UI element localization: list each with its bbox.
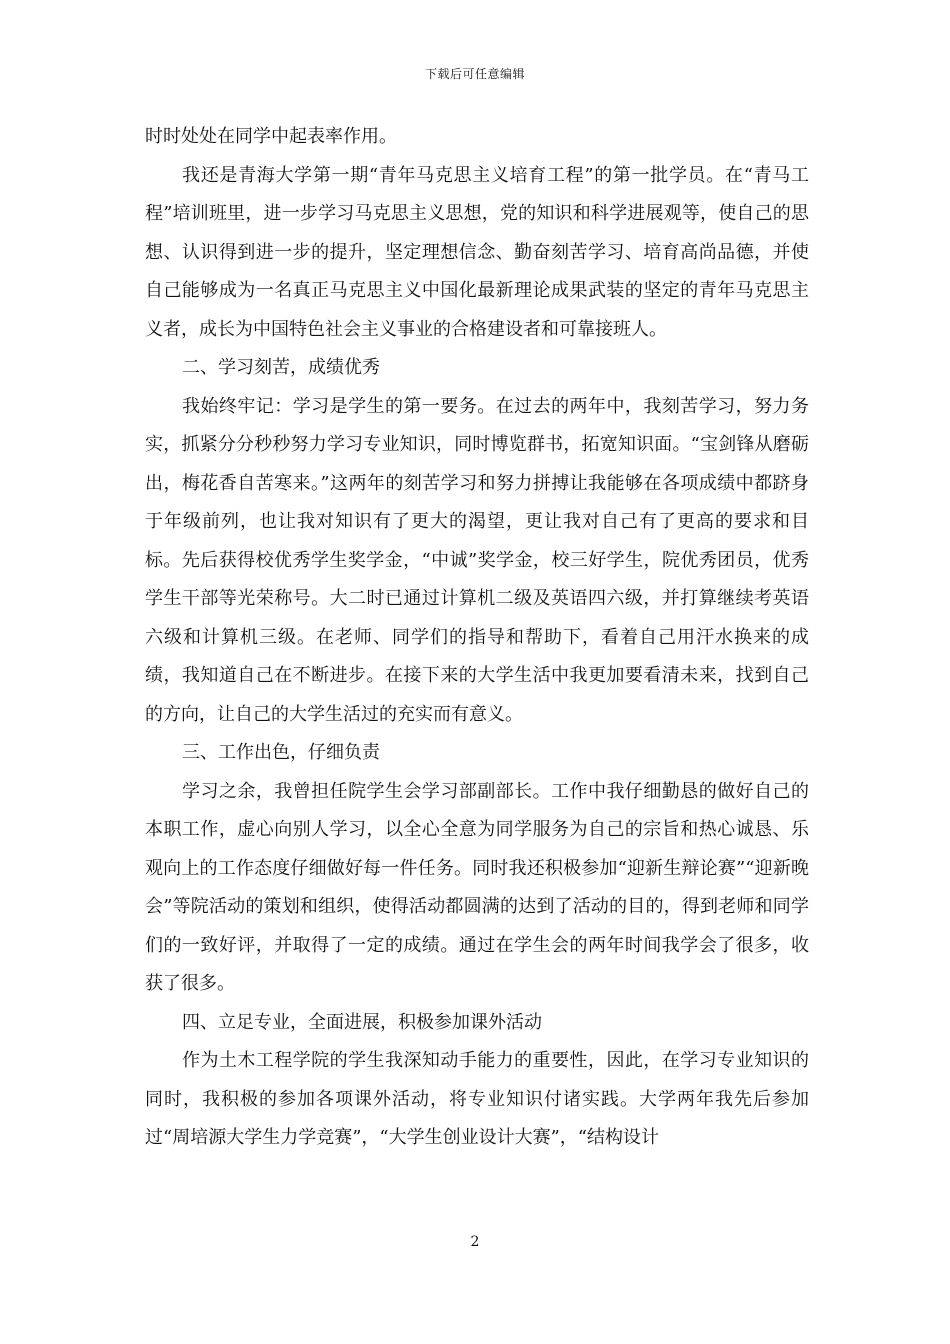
section-heading-study: 二、学习刻苦，成绩优秀: [182, 357, 380, 378]
document-body: [145, 118, 809, 1158]
section-heading-work: 三、工作出色，仔细负责: [182, 742, 380, 763]
paragraph-activities: 作为土木工程学院的学生我深知动手能力的重要性，因此，在学习专业知识的同时，我积极的参加各项课外活动，将专业知识付诸实践。大学两年我先后参加过“周培源大学生力学竞赛”，“大学生创业设计大赛”，“结构设计: [145, 1050, 809, 1148]
paragraph-study: 我始终牢记：学习是学生的第一要务。在过去的两年中，我刻苦学习，努力务实，抓紧分分秒秒努力学习专业知识，同时博览群书，拓宽知识面。“宝剑锋从磨砺出，梅花香自苦寒来。”这两年的刻苦学习和努力拼搏让我能够在各项成绩中都跻身于年级前列，也让我对知识有了更大的渴望，更让我对自己有了更高的要求和目标。先后获得校优秀学生奖学金，“中诚”奖学金，校三好学生，院优秀团员，优秀学生干部等光荣称号。大二时已通过计算机二级及英语四六级，并打算继续考英语六级和计算机三级。在老师、同学们的指导和帮助下，看着自己用汗水换来的成绩，我知道自己在不断进步。在接下来的大学生活中我更加要看清未来，找到自己的方向，让自己的大学生活过的充实而有意义。: [145, 395, 809, 725]
page-number: 2: [470, 1234, 480, 1250]
paragraph-youth-marxism: 我还是青海大学第一期“青年马克思主义培育工程”的第一批学员。在“青马工程”培训班里，进一步学习马克思主义思想，党的知识和科学进展观等，使自己的思想、认识得到进一步的提升，坚定理想信念、勤奋刻苦学习、培育高尚品德，并使自己能够成为一名真正马克思主义中国化最新理论成果武装的坚定的青年马克思主义者，成长为中国特色社会主义事业的合格建设者和可靠接班人。: [145, 164, 809, 340]
page-header: 下载后可任意编辑: [424, 67, 525, 81]
paragraph-continuation: 时时处处在同学中起表率作用。: [145, 126, 397, 147]
section-heading-activities: 四、立足专业，全面进展，积极参加课外活动: [182, 1011, 542, 1033]
paragraph-work: 学习之余，我曾担任院学生会学习部副部长。工作中我仔细勤恳的做好自己的本职工作，虚心向别人学习，以全心全意为同学服务为自己的宗旨和热心诚恳、乐观向上的工作态度仔细做好每一件任务。同时我还积极参加“迎新生辩论赛”“迎新晚会”等院活动的策划和组织，使得活动都圆满的达到了活动的目的，得到老师和同学们的一致好评，并取得了一定的成绩。通过在学生会的两年时间我学会了很多，收获了很多。: [145, 780, 809, 994]
